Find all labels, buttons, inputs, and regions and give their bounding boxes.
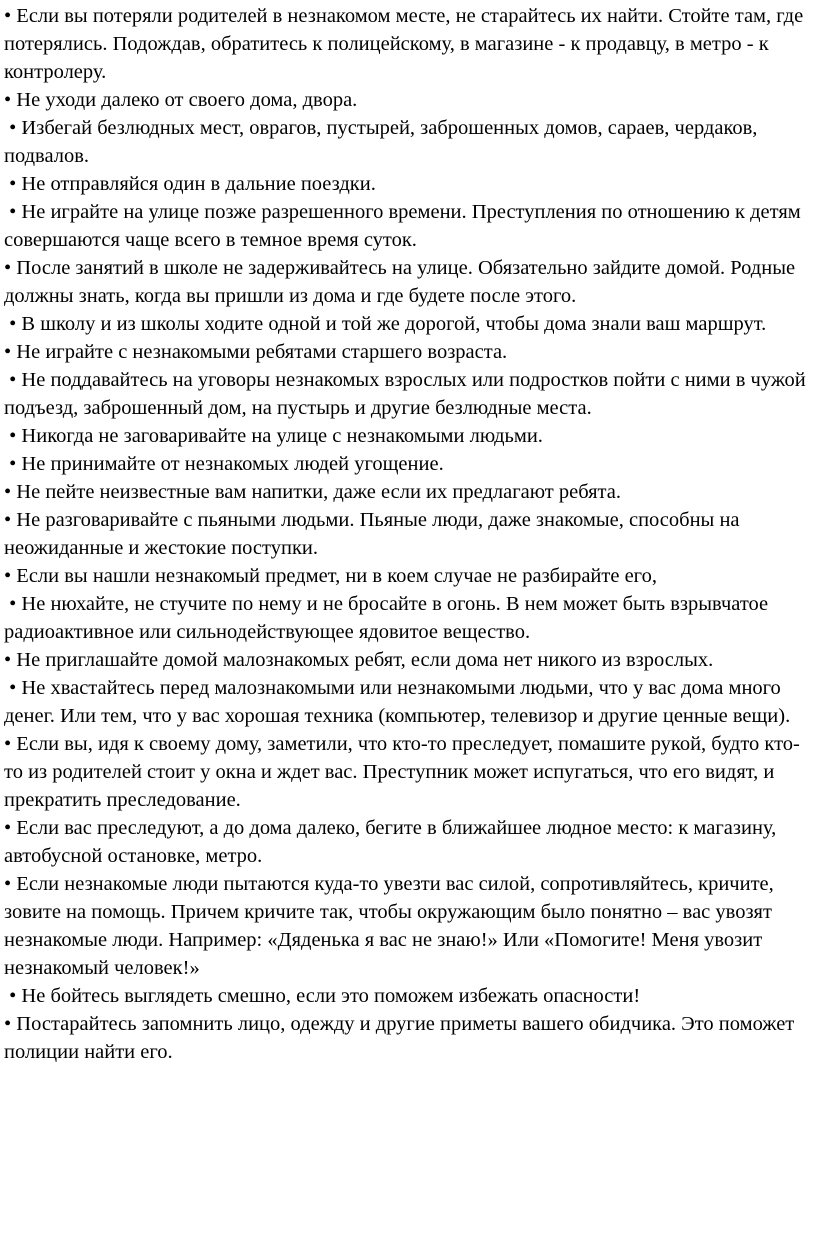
safety-rule-paragraph: • Не пейте неизвестные вам напитки, даже если их предлагают ребята. bbox=[4, 481, 621, 503]
safety-rule-paragraph: • Если вы потеряли родителей в незнакомом месте, не старайтесь их найти. Стойте там, где потерялись. Подождав, обратитесь к полицейскому, в магазине - к продавцу, в метро - к контролеру. bbox=[4, 5, 809, 83]
safety-rule-paragraph: • Постарайтесь запомнить лицо, одежду и другие приметы вашего обидчика. Это поможет полиции найти его. bbox=[4, 1013, 800, 1063]
safety-rule-paragraph: • Не играйте на улице позже разрешенного времени. Преступления по отношению к детям совершаются чаще всего в темное время суток. bbox=[4, 201, 806, 251]
safety-rule-paragraph: • Не нюхайте, не стучите по нему и не бросайте в огонь. В нем может быть взрывчатое радиоактивное или сильнодействующее ядовитое вещество. bbox=[4, 593, 774, 643]
safety-rule-paragraph: • В школу и из школы ходите одной и той же дорогой, чтобы дома знали ваш маршрут. bbox=[4, 313, 767, 335]
safety-rule-paragraph: • Не уходи далеко от своего дома, двора. bbox=[4, 89, 358, 111]
safety-rule-paragraph: • Избегай безлюдных мест, оврагов, пустырей, заброшенных домов, сараев, чердаков, подвалов. bbox=[4, 117, 763, 167]
safety-rule-paragraph: • Если вас преследуют, а до дома далеко, бегите в ближайшее людное место: к магазину, автобусной остановке, метро. bbox=[4, 817, 782, 867]
safety-rule-paragraph: • Не принимайте от незнакомых людей угощение. bbox=[4, 453, 444, 475]
safety-rule-paragraph: • Не поддавайтесь на уговоры незнакомых взрослых или подростков пойти с ними в чужой подъезд, заброшенный дом, на пустырь и другие безлюдные места. bbox=[4, 369, 811, 419]
safety-rule-paragraph: • Не бойтесь выглядеть смешно, если это поможем избежать опасности! bbox=[4, 985, 641, 1007]
safety-rule-paragraph: • Не разговаривайте с пьяными людьми. Пьяные люди, даже знакомые, способны на неожиданные и жестокие поступки. bbox=[4, 509, 745, 559]
safety-rule-paragraph: • После занятий в школе не задерживайтесь на улице. Обязательно зайдите домой. Родные должны знать, когда вы пришли из дома и где будете после этого. bbox=[4, 257, 801, 307]
safety-rule-paragraph: • Не хвастайтесь перед малознакомыми или незнакомыми людьми, что у вас дома много денег. Или тем, что у вас хорошая техника (компьютер, телевизор и другие ценные вещи). bbox=[4, 677, 791, 727]
safety-rule-paragraph: • Если вы, идя к своему дому, заметили, что кто-то преследует, помашите рукой, будто кто-то из родителей стоит у окна и ждет вас. Преступник может испугаться, что его видят, и прекратить преследование. bbox=[4, 733, 800, 811]
safety-rule-paragraph: • Не играйте с незнакомыми ребятами старшего возраста. bbox=[4, 341, 508, 363]
safety-rule-paragraph: • Не приглашайте домой малознакомых ребят, если дома нет никого из взрослых. bbox=[4, 649, 714, 671]
safety-rule-paragraph: • Никогда не заговаривайте на улице с незнакомыми людьми. bbox=[4, 425, 543, 447]
safety-rule-paragraph: • Если вы нашли незнакомый предмет, ни в коем случае не разбирайте его, bbox=[4, 565, 657, 587]
safety-rule-paragraph: • Если незнакомые люди пытаются куда-то увезти вас силой, сопротивляйтесь, кричите, зовите на помощь. Причем кричите так, чтобы окружающим было понятно – вас увозят незнакомые люди. Например: «Дяденька я вас не знаю!» Или «Помогите! Меня увозит незнакомый человек!» bbox=[4, 873, 779, 979]
safety-rule-paragraph: • Не отправляйся один в дальние поездки. bbox=[4, 173, 376, 195]
